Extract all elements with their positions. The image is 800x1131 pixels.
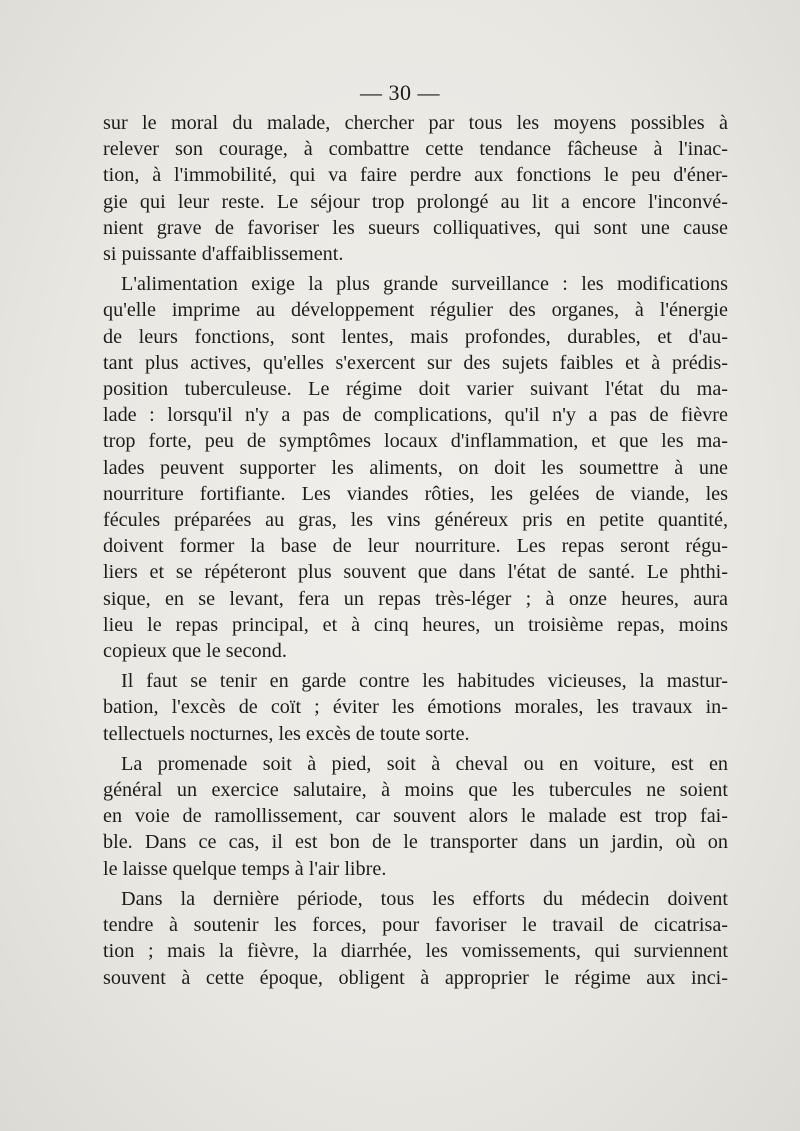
paragraph [103,110,728,267]
text-line: gie qui leur reste. Le séjour trop prolongé au lit a encore l'inconvé- [103,190,728,213]
text-line: tendre à soutenir les forces, pour favoriser le travail de cicatrisa- [103,914,728,937]
paragraph [103,751,728,882]
text-line: nourriture fortifiante. Les viandes rôties, les gelées de viande, les [103,482,728,505]
text-line: Dans la dernière période, tous les efforts du médecin doivent [121,887,728,910]
paragraph [103,886,728,991]
text-line: si puissante d'affaiblissement. [103,243,344,266]
text-line: le laisse quelque temps à l'air libre. [103,857,387,880]
text-line: position tuberculeuse. Le régime doit varier suivant l'état du ma- [103,378,728,401]
text-line: tellectuels nocturnes, les excès de toute sorte. [103,722,470,745]
text-line: copieux que le second. [103,640,287,663]
text-line: liers et se répéteront plus souvent que dans l'état de santé. Le phthi- [103,561,728,584]
paragraph [103,668,728,747]
text-line: souvent à cette époque, obligent à approprier le régime aux inci- [103,966,728,989]
text-line: bation, l'excès de coït ; éviter les émotions morales, les travaux in- [103,696,728,719]
text-line: lades peuvent supporter les aliments, on doit les soumettre à une [103,456,728,479]
text-line: ble. Dans ce cas, il est bon de le transporter dans un jardin, où on [103,831,728,854]
text-line: de leurs fonctions, sont lentes, mais profondes, durables, et d'au- [103,325,728,348]
text-line: fécules préparées au gras, les vins généreux pris en petite quantité, [103,509,728,532]
page-number: — 30 — [360,80,440,105]
text-line: La promenade soit à pied, soit à cheval ou en voiture, est en [121,752,728,775]
text-line: qu'elle imprime au développement régulier des organes, à l'énergie [103,299,728,322]
text-line: L'alimentation exige la plus grande surveillance : les modifications [121,273,728,296]
text-line: tion, à l'immobilité, qui va faire perdre aux fonctions le peu d'éner- [103,164,728,187]
text-line: tion ; mais la fièvre, la diarrhée, les vomissements, qui surviennent [103,940,728,963]
text-line: nient grave de favoriser les sueurs colliquatives, qui sont une cause [103,216,728,239]
text-line: doivent former la base de leur nourriture. Les repas seront régu- [103,535,728,558]
text-line: Il faut se tenir en garde contre les habitudes vicieuses, la mastur- [121,670,728,693]
text-line: sur le moral du malade, chercher par tous les moyens possibles à [103,112,728,134]
text-line: lade : lorsqu'il n'y a pas de complications, qu'il n'y a pas de fièvre [103,404,728,427]
body-text [103,110,728,991]
text-line: sique, en se levant, fera un repas très-léger ; à onze heures, aura [103,587,728,610]
text-line: lieu le repas principal, et à cinq heures, un troisième repas, moins [103,613,728,636]
text-line: trop forte, peu de symptômes locaux d'inflammation, et que les ma- [103,430,728,453]
text-line: général un exercice salutaire, à moins que les tubercules ne soient [103,779,728,802]
paragraph [103,271,728,664]
text-line: tant plus actives, qu'elles s'exercent sur des sujets faibles et à prédis- [103,351,728,374]
text-line: en voie de ramollissement, car souvent alors le malade est trop fai- [103,805,728,828]
text-line: relever son courage, à combattre cette tendance fâcheuse à l'inac- [103,138,728,161]
